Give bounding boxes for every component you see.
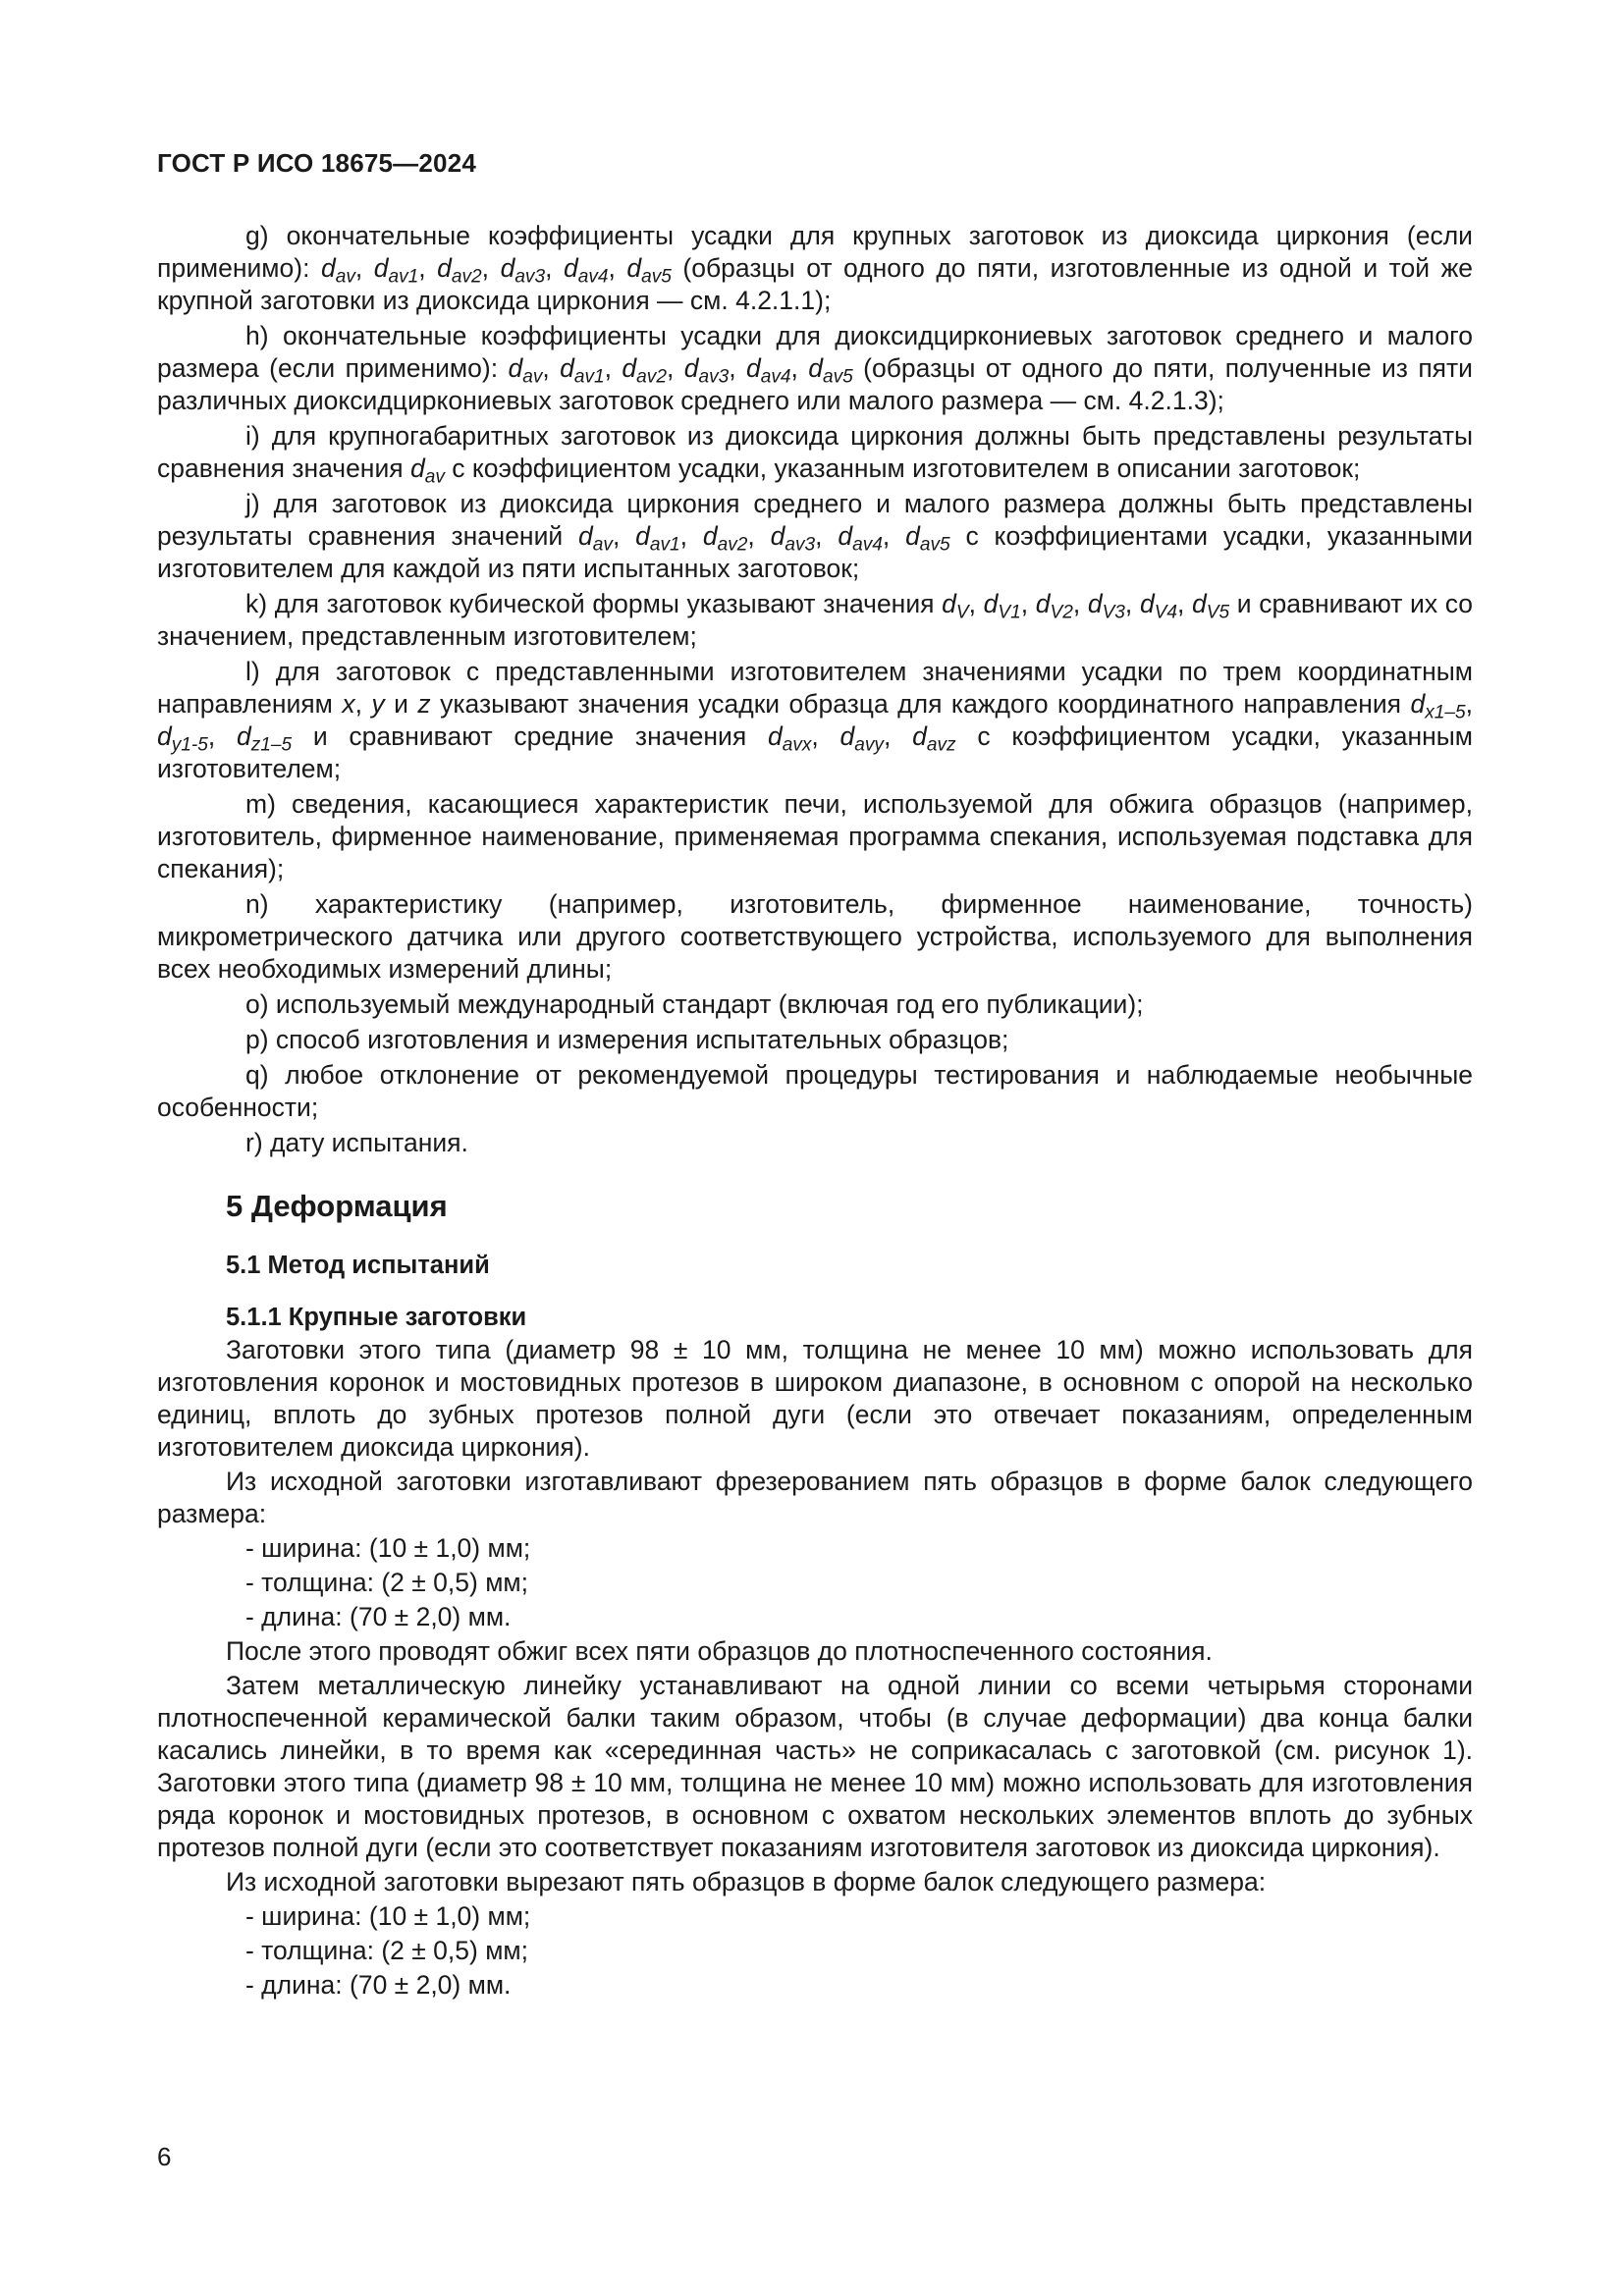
list-item-j: j) для заготовок из диоксида циркония среднего и малого размера должны быть представлены результаты сравнения значений $d_{av}$, $d_{av1}$, $d_{av2}$, $d_{av3}$, $d_{av4}$, $d_{av5}$ с коэффициентами усадки, указанными изготовителем для каждой из пяти испытанных заготовок; [157, 489, 1474, 583]
subsection-heading-5-1: 5.1 Метод испытаний [226, 1252, 490, 1279]
list-item-m: m) сведения, касающиеся характеристик печи, используемой для обжига образцов (например, изготовитель, фирменное наименование, применяемая программа спекания, используемая подставка для спекания); [157, 789, 1473, 883]
document-body [157, 220, 1473, 2003]
dimension-item: - толщина: (2 ± 0,5) мм; [245, 1568, 529, 1597]
list-item-k: k) для заготовок кубической формы указывают значения $d_V$, $d_{V1}$, $d_{V2}$, $d_{V3}$, $d_{V4}$, $d_{V5}$ и сравнивают их со значением, представленным изготовителем; [157, 589, 1474, 651]
dimension-item: - толщина: (2 ± 0,5) мм; [245, 1936, 529, 1965]
dimension-item: - ширина: (10 ± 1,0) мм; [245, 1901, 531, 1931]
paragraph: Заготовки этого типа (диаметр 98 ± 10 мм, толщина не менее 10 мм) можно использовать для изготовления коронок и мостовидных протезов в широком диапазоне, в основном с опорой на несколько единиц, вплоть до зубных протезов полной дуги (если это отвечает показаниям, определенным изготовителем диоксида циркония). [157, 1335, 1473, 1462]
list-item-l: l) для заготовок с представленными изготовителем значениями усадки по трем координатным направлениям x, y и z указывают значения усадки образца для каждого координатного направления $d_{x1-5}$, $d_{y1-5}$, $d_{z1-5}$ и сравнивают средние значения $d_{avx}$, $d_{avy}$, $d_{avz}$ с коэффициентом усадки, указанным изготовителем; [157, 657, 1473, 783]
paragraph: Затем металлическую линейку устанавливают на одной линии со всеми четырьмя сторонами плотноспеченной керамической балки таким образом, чтобы (в случае деформации) два конца балки касались линейки, в то время как «серединная часть» не соприкасалась с заготовкой (см. рисунок 1). Заготовки этого типа (диаметр 98 ± 10 мм, толщина не менее 10 мм) можно использовать для изготовления ряда коронок и мостовидных протезов, в основном с охватом нескольких элементов вплоть до зубных протезов полной дуги (если это соответствует показаниям изготовителя заготовок из диоксида циркония). [157, 1671, 1473, 1862]
list-item-p: p) способ изготовления и измерения испытательных образцов; [245, 1025, 1009, 1054]
dimension-item: - длина: (70 ± 2,0) мм. [245, 1970, 512, 2000]
paragraph: Из исходной заготовки изготавливают фрезерованием пять образцов в форме балок следующего размера: [157, 1467, 1473, 1528]
subsection-heading-5-1-1: 5.1.1 Крупные заготовки [226, 1304, 527, 1331]
section-heading-5: 5 Деформация [226, 1189, 448, 1223]
list-item-r: r) дату испытания. [245, 1128, 468, 1157]
dimension-item: - ширина: (10 ± 1,0) мм; [245, 1533, 531, 1563]
page-number: 6 [157, 2142, 172, 2171]
list-item-n: n) характеристику (например, изготовитель, фирменное наименование, точность) микрометрического датчика или другого соответствующего устройства, используемого для выполнения всех необходимых измерений длины; [157, 889, 1473, 984]
list-item-h: h) окончательные коэффициенты усадки для диоксидциркониевых заготовок среднего и малого размера (если применимо): $d_{av}$, $d_{av1}$, $d_{av2}$, $d_{av3}$, $d_{av4}$, $d_{av5}$ (образцы от одного до пяти, полученные из пяти различных диоксидциркониевых заготовок среднего или малого размера — см. 4.2.1.3); [157, 321, 1473, 415]
paragraph: После этого проводят обжиг всех пяти образцов до плотноспеченного состояния. [226, 1636, 1213, 1666]
list-item-q: q) любое отклонение от рекомендуемой процедуры тестирования и наблюдаемые необычные особенности; [157, 1060, 1473, 1122]
list-item-o: o) используемый международный стандарт (включая год его публикации); [245, 989, 1144, 1019]
paragraph: Из исходной заготовки вырезают пять образцов в форме балок следующего размера: [226, 1867, 1267, 1896]
list-item-g: g) окончательные коэффициенты усадки для крупных заготовок из диоксида циркония (если применимо): $d_{av}$, $d_{av1}$, $d_{av2}$, $d_{av3}$, $d_{av4}$, $d_{av5}$ (образцы от одного до пяти, изготовленные из одной и той же крупной заготовки из диоксида циркония — см. 4.2.1.1); [157, 221, 1474, 315]
document-header: ГОСТ Р ИСО 18675—2024 [157, 148, 477, 178]
list-item-i: i) для крупногабаритных заготовок из диоксида циркония должны быть представлены результаты сравнения значения $d_{av}$ с коэффициентом усадки, указанным изготовителем в описании заготовок; [157, 421, 1473, 488]
dimension-item: - длина: (70 ± 2,0) мм. [245, 1602, 512, 1631]
